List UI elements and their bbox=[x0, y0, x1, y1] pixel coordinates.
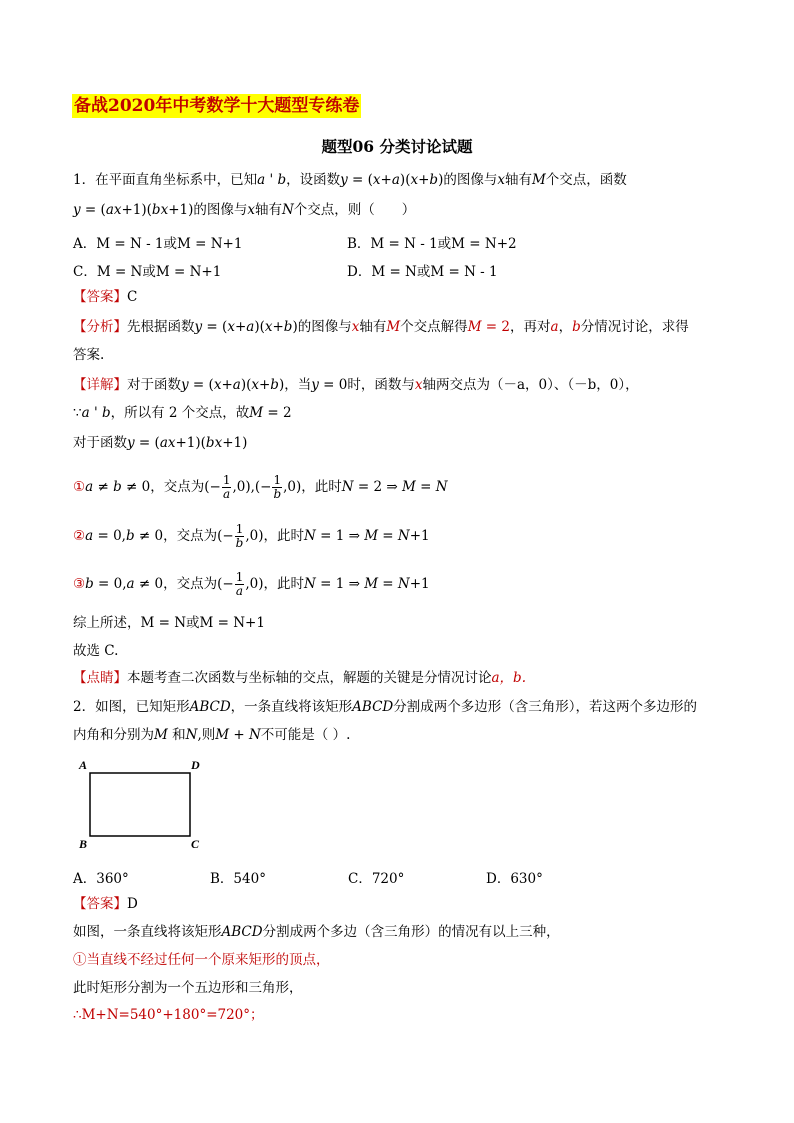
q1-option-c: C．M = N或M = N+1 bbox=[73, 264, 222, 280]
text: ，此时 bbox=[301, 479, 342, 495]
q1-detail-line1: 【详解】对于函数y = (x+a)(x+b)，当y = 0时，函数与x轴两交点为（－a，0）、（－b，0）， bbox=[73, 377, 639, 393]
text: ，此时 bbox=[263, 576, 304, 592]
q2-explain-line3: 此时矩形分割为一个五边形和三角形， bbox=[73, 980, 303, 996]
text: ，交点为 bbox=[163, 576, 218, 592]
text: 个交点，函数 bbox=[545, 172, 627, 188]
text: 轴有 bbox=[254, 202, 282, 218]
q1-answer bbox=[73, 288, 137, 306]
q2-stem-line1: 2．如图，已知矩形ABCD，一条直线将该矩形ABCD分割成两个多边形（含三角形），若这两个多边形的 bbox=[73, 699, 697, 715]
text: 先根据函数 bbox=[127, 319, 195, 335]
text: ① bbox=[73, 479, 86, 495]
label-a: A bbox=[79, 758, 88, 772]
text: 分割成两个多边（含三角形）的情况有以上三种， bbox=[262, 924, 560, 940]
text: ，此时 bbox=[263, 528, 304, 544]
text: 1．在平面直角坐标系中，已知 bbox=[73, 172, 258, 188]
q1-case1: ①a ≠ b ≠ 0，交点为(− $\frac{1}{a}$ ,0),(− $\frac{1}{b}$ ,0)，此时N = 2 ⇒ M = N bbox=[73, 473, 448, 501]
q1-detail-line2: ∵a ' b，所以有 2 个交点，故M = 2 bbox=[73, 405, 292, 421]
text: 和 bbox=[172, 727, 186, 743]
text: 轴有 bbox=[504, 172, 532, 188]
analysis-tag: 【分析】 bbox=[73, 319, 127, 335]
answer-value: C bbox=[127, 289, 138, 305]
text: 则 bbox=[201, 727, 216, 743]
text: 不可能是（ ）. bbox=[260, 727, 351, 743]
rectangle bbox=[90, 773, 190, 836]
q2-option-c: C．720° bbox=[348, 871, 405, 887]
text: ，一条直线将该矩形 bbox=[230, 699, 353, 715]
q1-case2: ②a = 0,b ≠ 0，交点为(− $\frac{1}{b}$ ,0)，此时N = 1 ⇒ M = N+1 bbox=[73, 522, 430, 550]
q2-answer bbox=[73, 895, 138, 913]
text: ② bbox=[73, 528, 86, 544]
q1-analysis-line2: 答案. bbox=[73, 347, 105, 363]
q2-option-d: D．630° bbox=[486, 871, 543, 887]
text: 的图像与 bbox=[297, 319, 352, 335]
text: ，设函数 bbox=[286, 172, 341, 188]
text: 内角和分别为 bbox=[73, 727, 154, 743]
q1-option-b: B．M = N - 1或M = N+2 bbox=[347, 236, 517, 252]
q1-stem-line1: 1．在平面直角坐标系中，已知a ' b，设函数y = (x+a)(x+b)的图像与x轴有M个交点，函数 bbox=[73, 172, 627, 188]
q2-explain-line4: ∴M+N=540°+180°=720°； bbox=[73, 1007, 264, 1023]
text: 时，函数与 bbox=[347, 377, 415, 393]
banner-title: 备战2020年中考数学十大题型专练卷 bbox=[74, 96, 360, 116]
q1-choose: 故选 C. bbox=[73, 643, 119, 659]
text: a，b. bbox=[491, 670, 526, 686]
q1-case3: ③b = 0,a ≠ 0，交点为(− $\frac{1}{a}$ ,0)，此时N = 1 ⇒ M = N+1 bbox=[73, 570, 430, 598]
q1-detail-line3: 对于函数y = (ax+1)(bx+1) bbox=[73, 435, 248, 451]
text: 个交点，则（ ） bbox=[293, 202, 416, 218]
text: 个交点解得 bbox=[400, 319, 468, 335]
detail-tag: 【详解】 bbox=[73, 377, 127, 393]
text: ，再对 bbox=[510, 319, 551, 335]
text: ，交点为 bbox=[163, 528, 218, 544]
q1-analysis-line1: 【分析】先根据函数y = (x+a)(x+b)的图像与x轴有M个交点解得M = 2，再对a，b分情况讨论，求得 bbox=[73, 319, 689, 335]
text: 分割成两个多边形（含三角形），若这两个多边形的 bbox=[393, 699, 697, 715]
q1-option-a: A．M = N - 1或M = N+1 bbox=[73, 236, 243, 252]
label-d: D bbox=[191, 758, 200, 772]
q2-explain-line2: ①当直线不经过任何一个原来矩形的顶点， bbox=[73, 952, 330, 968]
text: 的图像与 bbox=[193, 202, 248, 218]
text: ，所以有 2 个交点，故 bbox=[110, 405, 250, 421]
q2-stem-line2: 内角和分别为M 和N,则M + N不可能是（ ）. bbox=[73, 727, 351, 743]
text: 对于函数 bbox=[73, 435, 127, 451]
text: ，当 bbox=[284, 377, 312, 393]
label-c: C bbox=[191, 837, 200, 851]
q1-comment bbox=[73, 669, 526, 687]
answer-value: D bbox=[127, 896, 138, 912]
text: 轴有 bbox=[359, 319, 387, 335]
text: 2．如图，已知矩形 bbox=[73, 699, 190, 715]
label-b: B bbox=[79, 837, 88, 851]
q2-option-a: A．360° bbox=[73, 871, 129, 887]
page-title: 题型06 分类讨论试题 bbox=[321, 137, 473, 156]
q1-option-d: D．M = N或M = N - 1 bbox=[347, 264, 498, 280]
q2-option-b: B．540° bbox=[210, 871, 266, 887]
text: ，交点为 bbox=[150, 479, 205, 495]
text: 分情况讨论，求得 bbox=[580, 319, 689, 335]
text: 轴两交点为（－a，0）、（－b，0）， bbox=[422, 377, 639, 393]
answer-tag: 【答案】 bbox=[73, 896, 127, 912]
rectangle-abcd-figure bbox=[70, 755, 220, 855]
answer-tag: 【答案】 bbox=[73, 289, 127, 305]
comment-tag: 【点睛】 bbox=[73, 670, 127, 686]
text: ∵ bbox=[73, 405, 82, 421]
q1-stem-line2: y = (ax+1)(bx+1)的图像与x轴有N个交点，则（ ） bbox=[73, 202, 416, 218]
text: 对于函数 bbox=[127, 377, 181, 393]
q1-summary: 综上所述，M = N或M = N+1 bbox=[73, 615, 265, 631]
text: 的图像与 bbox=[443, 172, 498, 188]
text: 本题考查二次函数与坐标轴的交点，解题的关键是分情况讨论 bbox=[127, 670, 492, 686]
text: ③ bbox=[73, 576, 86, 592]
text: 如图，一条直线将该矩形 bbox=[73, 924, 222, 940]
q2-explain-line1: 如图，一条直线将该矩形ABCD分割成两个多边（含三角形）的情况有以上三种， bbox=[73, 924, 560, 940]
